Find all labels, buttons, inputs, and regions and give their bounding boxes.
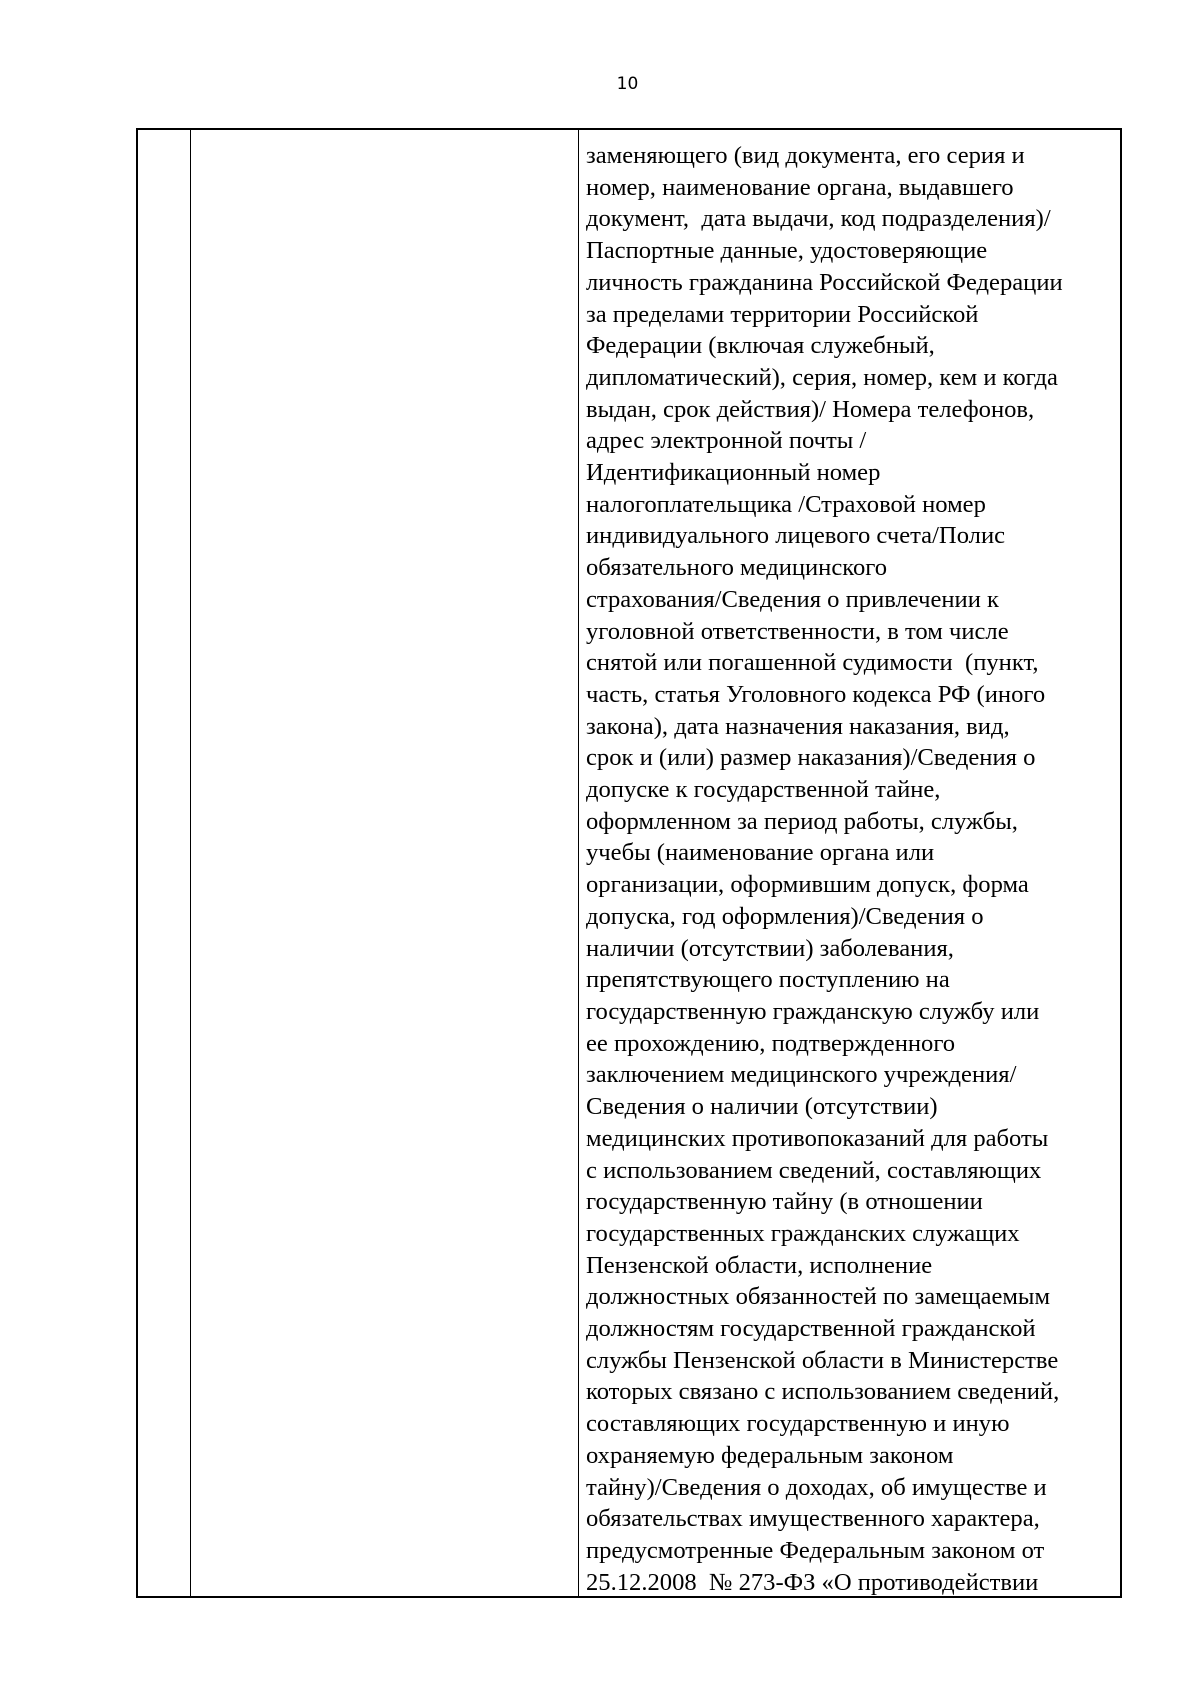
cell-text-line: должностям государственной гражданской — [586, 1315, 1036, 1343]
document-table — [136, 128, 1122, 1598]
cell-text-line: часть, статья Уголовного кодекса РФ (иного — [586, 680, 1046, 708]
cell-text-line: адрес электронной почты / — [586, 427, 867, 455]
cell-text-line: 25.12.2008 № 273-ФЗ «О противодействии — [586, 1568, 1039, 1596]
cell-text-line: охраняемую федеральным законом — [586, 1441, 954, 1469]
cell-text-line: налогоплательщика /Страховой номер — [586, 490, 986, 518]
cell-text-line: Паспортные данные, удостоверяющие — [586, 237, 988, 265]
cell-text-line: дипломатический), серия, номер, кем и когда — [586, 363, 1058, 391]
cell-text-line: государственную тайну (в отношении — [586, 1188, 983, 1216]
cell-text-line: наличии (отсутствии) заболевания, — [586, 934, 954, 962]
cell-text-line: должностных обязанностей по замещаемым — [586, 1283, 1051, 1311]
cell-text-line: заключением медицинского учреждения/ — [586, 1061, 1017, 1089]
cell-text-line: Пензенской области, исполнение — [586, 1251, 933, 1279]
cell-text-line: ее прохождению, подтвержденного — [586, 1029, 956, 1057]
cell-text-line: службы Пензенской области в Министерстве — [586, 1346, 1059, 1374]
cell-text-line: предусмотренные Федеральным законом от — [586, 1536, 1045, 1564]
cell-text-line: тайну)/Сведения о доходах, об имуществе и — [586, 1473, 1047, 1501]
cell-text-line: учебы (наименование органа или — [586, 839, 935, 867]
table-column-divider — [578, 130, 579, 1596]
cell-text-line: государственную гражданскую службу или — [586, 997, 1040, 1025]
cell-text-line: составляющих государственную и иную — [586, 1410, 1010, 1438]
table-column-divider — [190, 130, 191, 1596]
table-cell-text — [586, 140, 1121, 1598]
cell-text-line: допуске к государственной тайне, — [586, 776, 941, 804]
cell-text-line: уголовной ответственности, в том числе — [586, 617, 1009, 645]
cell-text-line: организации, оформившим допуск, форма — [586, 871, 1029, 899]
cell-text-line: препятствующего поступлению на — [586, 966, 950, 994]
cell-text-line: Сведения о наличии (отсутствии) — [586, 1093, 938, 1121]
cell-text-line: Федерации (включая служебный, — [586, 332, 935, 360]
cell-text-line: обязательного медицинского — [586, 554, 888, 582]
page-number: 10 — [616, 74, 639, 94]
cell-text-line: государственных гражданских служащих — [586, 1219, 1020, 1247]
cell-text-line: которых связано с использованием сведений, — [586, 1378, 1060, 1406]
cell-text-line: снятой или погашенной судимости (пункт, — [586, 649, 1039, 677]
cell-text-line: с использованием сведений, составляющих — [586, 1156, 1042, 1184]
cell-text-line: срок и (или) размер наказания)/Сведения о — [586, 744, 1036, 772]
cell-text-line: индивидуального лицевого счета/Полис — [586, 522, 1006, 550]
cell-text-line: оформленном за период работы, службы, — [586, 807, 1018, 835]
cell-text-line: документ, дата выдачи, код подразделения)/ — [586, 205, 1051, 233]
cell-text-line: медицинских противопоказаний для работы — [586, 1124, 1049, 1152]
cell-text-line: допуска, год оформления)/Сведения о — [586, 902, 984, 930]
cell-text-line: выдан, срок действия)/ Номера телефонов, — [586, 395, 1035, 423]
cell-text-line: номер, наименование органа, выдавшего — [586, 173, 1014, 201]
cell-text-line: Идентификационный номер — [586, 459, 881, 487]
cell-text-line: личность гражданина Российской Федерации — [586, 268, 1063, 296]
cell-text-line: обязательствах имущественного характера, — [586, 1505, 1040, 1533]
cell-text-line: за пределами территории Российской — [586, 300, 979, 328]
cell-text-line: заменяющего (вид документа, его серия и — [586, 142, 1025, 169]
cell-text-line: закона), дата назначения наказания, вид, — [586, 712, 1010, 740]
cell-text-line: страхования/Сведения о привлечении к — [586, 585, 999, 613]
